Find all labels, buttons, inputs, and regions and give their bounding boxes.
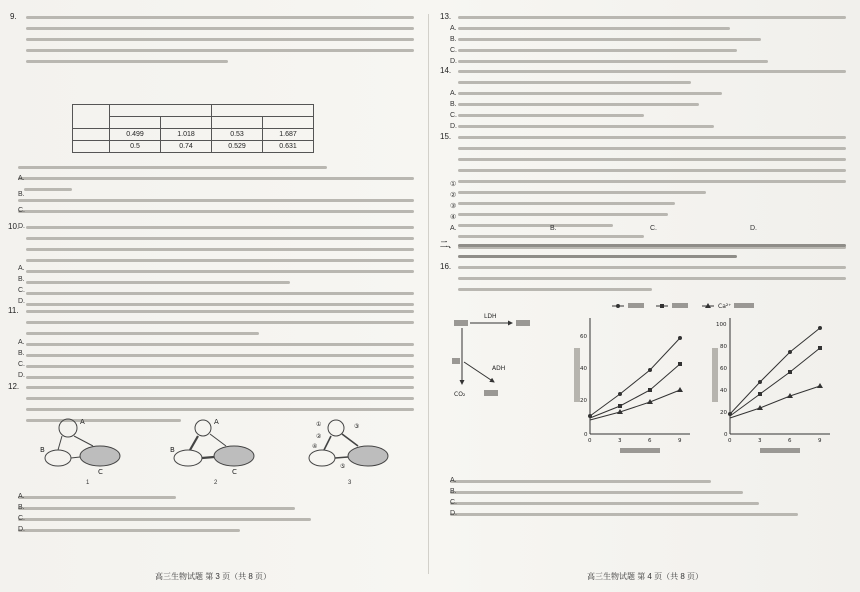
enzyme-label: LDH	[484, 313, 497, 320]
question-15-text	[458, 136, 846, 257]
option-letter: A.	[450, 25, 457, 32]
table-cell: 1.687	[263, 129, 314, 141]
table-cell	[263, 117, 314, 129]
tick-label: 0	[724, 432, 728, 438]
tick-label: 0	[588, 438, 592, 444]
flow-label: ④	[312, 443, 318, 450]
option-letter: ②	[450, 192, 457, 199]
tick-label: 40	[580, 366, 587, 372]
section-two-instructions	[458, 244, 846, 266]
option-letter: A.	[18, 493, 25, 500]
table-cell: 1.018	[161, 129, 212, 141]
node-label: A	[80, 418, 85, 426]
page-divider	[428, 14, 429, 574]
question-number: 9.	[10, 12, 17, 21]
flow-label: ②	[316, 433, 322, 440]
option-letter: ④	[450, 214, 457, 221]
option-letter: D.	[18, 298, 25, 305]
table-cell: 0.529	[212, 141, 263, 153]
option-letter: D.	[450, 510, 457, 517]
question-14-text	[458, 70, 846, 136]
flow-label: ③	[354, 423, 360, 430]
question-16-options	[450, 480, 846, 524]
figure-caption-marker: 2	[214, 480, 218, 486]
page-footer: 高三生物试题 第 4 页（共 8 页）	[586, 572, 703, 581]
option-letter: D.	[450, 123, 457, 130]
option-letter: ③	[450, 203, 457, 210]
option-letter: C.	[18, 287, 25, 294]
food-web-panel-1	[40, 418, 120, 476]
question-9-options	[18, 166, 414, 221]
option-letter: D.	[450, 58, 457, 65]
option-letter: C.	[450, 499, 457, 506]
option-letter: C.	[18, 515, 25, 522]
tick-label: 9	[818, 438, 822, 444]
question-10-text	[26, 226, 414, 314]
metabolic-pathway-diagram	[452, 313, 530, 398]
line-chart-a	[574, 318, 690, 453]
legend-label: Ca²⁺	[718, 303, 732, 310]
node-label: A	[214, 418, 219, 426]
option-letter: A.	[18, 265, 25, 272]
tick-label: 9	[678, 438, 682, 444]
option-letter: B.	[18, 276, 25, 283]
option-letter: ①	[450, 181, 457, 188]
table-cell	[73, 129, 110, 141]
option-letter: D.	[750, 225, 757, 232]
option-letter: D.	[18, 372, 25, 379]
product-label: CO₂	[454, 391, 466, 398]
table-cell: 0.499	[110, 129, 161, 141]
q16-figure	[450, 298, 840, 464]
tick-label: 6	[648, 438, 652, 444]
question-number: 13.	[440, 12, 452, 21]
question-number: 16.	[440, 262, 452, 271]
tick-label: 3	[758, 438, 762, 444]
option-letter: B.	[18, 191, 25, 198]
food-web-panel-3	[309, 420, 388, 470]
table-cell	[110, 117, 161, 129]
tick-label: 60	[580, 334, 587, 340]
option-letter: A.	[450, 225, 457, 232]
page-footer: 高三生物试题 第 3 页（共 8 页）	[154, 572, 271, 581]
table-cell	[212, 117, 263, 129]
option-letter: C.	[650, 225, 657, 232]
table-cell	[110, 105, 212, 117]
table-cell	[212, 105, 314, 117]
option-letter: C.	[18, 207, 25, 214]
figure-caption-marker: 3	[348, 480, 352, 486]
enzyme-label: ADH	[492, 365, 506, 372]
figure-caption-marker: 1	[86, 480, 90, 486]
tick-label: 20	[720, 410, 727, 416]
option-letter: B.	[450, 36, 457, 43]
tick-label: 6	[788, 438, 792, 444]
question-9-text	[26, 16, 414, 71]
tick-label: 100	[716, 322, 727, 328]
option-letter: B.	[450, 101, 457, 108]
question-11-text	[26, 310, 414, 387]
exam-page-left	[8, 8, 418, 584]
option-letter: A.	[450, 90, 457, 97]
option-letter: A.	[18, 339, 25, 346]
table-cell: 0.5	[110, 141, 161, 153]
question-16-text	[458, 266, 846, 299]
option-letter: A.	[18, 175, 25, 182]
tick-label: 20	[580, 398, 587, 404]
tick-label: 0	[728, 438, 732, 444]
table-cell: 0.74	[161, 141, 212, 153]
question-number: 14.	[440, 66, 452, 75]
line-chart-b	[712, 318, 830, 453]
table-cell	[73, 105, 110, 129]
option-letter: B.	[550, 225, 557, 232]
chart-legend	[612, 303, 754, 310]
table-cell	[161, 117, 212, 129]
node-label: B	[40, 446, 45, 454]
question-number: 11.	[8, 306, 19, 315]
question-number: 12.	[8, 382, 20, 391]
option-letter: C.	[450, 47, 457, 54]
option-letter: A.	[450, 477, 457, 484]
option-letter: B.	[450, 488, 457, 495]
exam-page-right	[440, 8, 850, 584]
tick-label: 60	[720, 366, 727, 372]
table-cell	[73, 141, 110, 153]
option-letter: D.	[18, 526, 25, 533]
question-12-options	[18, 496, 414, 540]
node-label: B	[170, 446, 175, 454]
food-web-figure	[38, 416, 408, 478]
question-13-text	[458, 16, 846, 71]
food-web-panel-2	[170, 418, 254, 476]
option-letter: B.	[18, 350, 25, 357]
question-number: 10.	[8, 222, 20, 231]
tick-label: 40	[720, 388, 727, 394]
data-table-q9	[72, 104, 314, 153]
option-letter: C.	[18, 361, 25, 368]
section-number: 二、	[440, 240, 456, 249]
tick-label: 0	[584, 432, 588, 438]
option-letter: B.	[18, 504, 25, 511]
question-number: 15.	[440, 132, 452, 141]
flow-label: ⑤	[340, 463, 346, 470]
option-letter: D.	[18, 223, 25, 230]
flow-label: ①	[316, 421, 322, 428]
option-letter: C.	[450, 112, 457, 119]
tick-label: 80	[720, 344, 727, 350]
table-cell: 0.53	[212, 129, 263, 141]
node-label: C	[232, 468, 237, 476]
node-label: C	[98, 468, 103, 476]
table-cell: 0.631	[263, 141, 314, 153]
tick-label: 3	[618, 438, 622, 444]
